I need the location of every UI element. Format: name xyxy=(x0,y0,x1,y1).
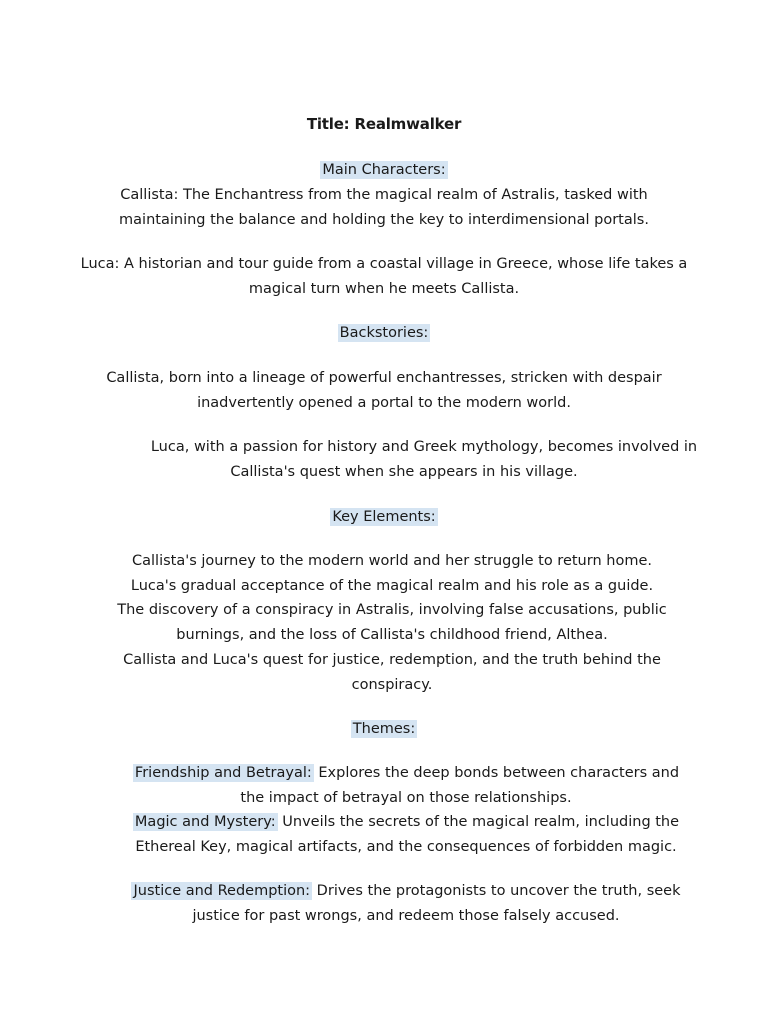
main-characters-heading: Main Characters: xyxy=(322,162,446,178)
themes-heading: Themes: xyxy=(352,721,416,737)
key-elements-heading: Key Elements: xyxy=(332,509,436,525)
luca-backstory-line-2: Callista's quest when she appears in his village. xyxy=(230,464,578,480)
backstories-heading-row xyxy=(0,321,768,346)
key-element-line: Callista's journey to the modern world and her struggle to return home. xyxy=(132,553,652,569)
theme-magic-label: Magic and Mystery: xyxy=(134,814,276,830)
callista-backstory-line-1: Callista, born into a lineage of powerful enchantresses, stricken with despair xyxy=(106,370,662,386)
theme-friendship-line-1 xyxy=(22,761,768,786)
luca-description-line-2: magical turn when he meets Callista. xyxy=(248,281,520,297)
luca-description-line-1: Luca: A historian and tour guide from a coastal village in Greece, whose life takes a xyxy=(80,256,688,272)
theme-magic-line-2: Ethereal Key, magical artifacts, and the consequences of forbidden magic. xyxy=(135,839,677,855)
key-element-line: The discovery of a conspiracy in Astralis, involving false accusations, public xyxy=(117,602,667,618)
callista-description-line-1: Callista: The Enchantress from the magical realm of Astralis, tasked with xyxy=(120,187,648,203)
key-element-line: Callista and Luca's quest for justice, redemption, and the truth behind the xyxy=(123,652,661,668)
backstories-heading: Backstories: xyxy=(339,325,429,341)
key-element-line: burnings, and the loss of Callista's childhood friend, Althea. xyxy=(176,627,608,643)
key-element-line: Luca's gradual acceptance of the magical realm and his role as a guide. xyxy=(130,578,654,594)
theme-justice-label: Justice and Redemption: xyxy=(133,883,311,899)
theme-justice-line-1 xyxy=(22,879,768,904)
theme-justice-text: Drives the protagonists to uncover the truth, seek xyxy=(312,883,681,899)
theme-magic-text: Unveils the secrets of the magical realm, including the xyxy=(277,814,680,830)
luca-backstory-line-1: Luca, with a passion for history and Greek mythology, becomes involved in xyxy=(150,439,698,455)
document-title: Title: Realmwalker xyxy=(306,115,462,133)
callista-backstory-line-2: inadvertently opened a portal to the modern world. xyxy=(197,395,571,411)
callista-description-line-2: maintaining the balance and holding the key to interdimensional portals. xyxy=(119,212,649,228)
theme-friendship-line-2: the impact of betrayal on those relationships. xyxy=(240,790,572,806)
theme-magic-line-1 xyxy=(22,810,768,835)
key-elements-heading-row xyxy=(0,505,768,530)
theme-justice-line-2: justice for past wrongs, and redeem those falsely accused. xyxy=(192,908,620,924)
themes-heading-row xyxy=(0,717,768,742)
theme-friendship-text: Explores the deep bonds between characters and xyxy=(313,765,680,781)
key-element-line: conspiracy. xyxy=(351,677,433,693)
theme-friendship-label: Friendship and Betrayal: xyxy=(134,765,312,781)
main-characters-heading-row xyxy=(0,158,768,183)
